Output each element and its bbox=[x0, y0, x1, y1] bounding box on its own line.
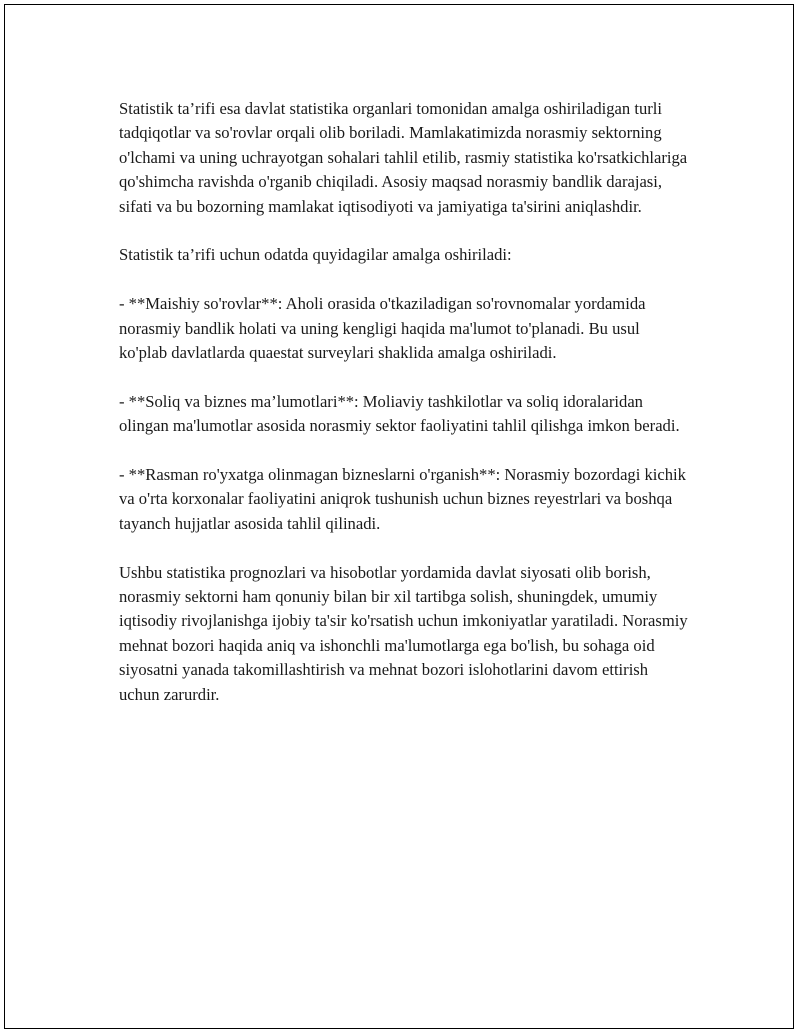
paragraph-list-lead: Statistik ta’rifi uchun odatda quyidagilar amalga oshiriladi: bbox=[119, 245, 512, 265]
document-body bbox=[119, 97, 689, 731]
list-item-tax-business-data: - **Soliq va biznes ma’lumotlari**: Moliaviy tashkilotlar va soliq idoralaridan olingan ma'lumotlar asosida norasmiy sektor faoliyatini tahlil qilishga imkon beradi. bbox=[119, 391, 680, 436]
document-page bbox=[4, 4, 794, 1029]
paragraph-conclusion: Ushbu statistika prognozlari va hisobotlar yordamida davlat siyosati olib borish, norasmiy sektorni ham qonuniy bilan bir xil tartibga solish, shuningdek, umumiy iqtisodiy rivojlanishga ijobiy ta'sir ko'rsatish uchun imkoniyatlar yaratiladi. Norasmiy mehnat bozori haqida aniq va ishonchli ma'lumotlarga ega bo'lish, bu sohaga oid siyosatni yanada takomillashtirish va mehnat bozori islohotlarini davom ettirish uchun zarurdir. bbox=[119, 562, 688, 704]
list-item-unregistered-business: - **Rasman ro'yxatga olinmagan bizneslarni o'rganish**: Norasmiy bozordagi kichik va o'rta korxonalar faoliyatini aniqrok tushunish uchun biznes reyestrlari va boshqa tayanch hujjatlar asosida tahlil qilinadi. bbox=[119, 465, 686, 533]
list-item-household-surveys: - **Maishiy so'rovlar**: Aholi orasida o'tkaziladigan so'rovnomalar yordamida norasmiy bandlik holati va uning kengligi haqida ma'lumot to'planadi. Bu usul ko'plab davlatlarda quaestat surveylari shaklida amalga oshiriladi. bbox=[119, 294, 646, 363]
paragraph-intro: Statistik ta’rifi esa davlat statistika organlari tomonidan amalga oshiriladigan turli tadqiqotlar va so'rovlar orqali olib boriladi. Mamlakatimizda norasmiy sektorning o'lchami va uning uchrayotgan sohalari tahlil etilib, rasmiy statistika ko'rsatkichlariga qo'shimcha ravishda o'rganib chiqiladi. Asosiy maqsad norasmiy bandlik darajasi, sifati va bu bozorning mamlakat iqtisodiyoti va jamiyatiga ta'sirini aniqlashdir. bbox=[119, 99, 688, 216]
